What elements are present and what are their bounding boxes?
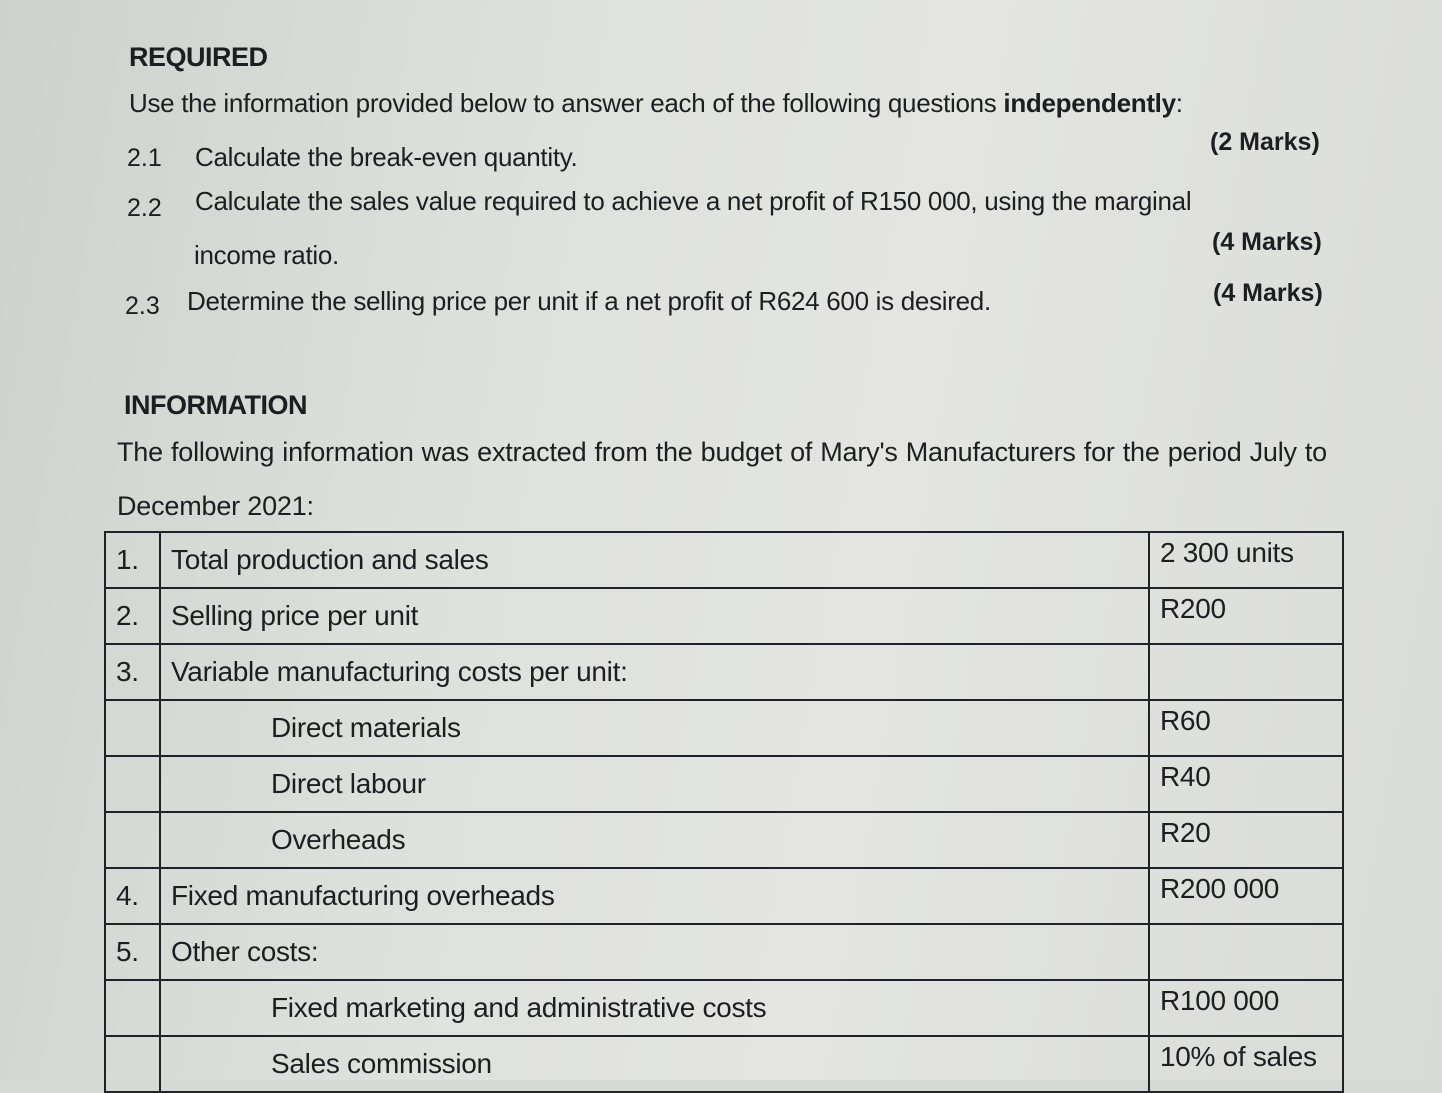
row-label: Fixed manufacturing overheads [160, 868, 1149, 924]
intro-bold: independently [1003, 88, 1176, 118]
question-marks: (4 Marks) [1213, 279, 1323, 307]
budget-information-table [104, 531, 1344, 1093]
row-number [105, 700, 160, 756]
row-number: 5. [105, 924, 160, 980]
row-label: Direct labour [160, 756, 1149, 812]
row-value: R200 000 [1149, 868, 1343, 924]
row-number: 3. [105, 644, 160, 700]
row-label: Total production and sales [160, 532, 1149, 588]
table-row [105, 756, 1343, 812]
intro-text: Use the information provided below to answer each of the following questions [129, 88, 1004, 118]
table-row [105, 644, 1343, 700]
intro-end: : [1175, 88, 1183, 118]
information-paragraph-line-1: The following information was extracted from the budget of Mary's Manufacturers for the period July to [117, 437, 1327, 467]
row-number: 4. [105, 868, 160, 924]
information-paragraph-line-2: December 2021: [117, 491, 314, 521]
table-row [105, 532, 1343, 588]
row-number [105, 812, 160, 868]
row-value: R200 [1149, 588, 1343, 644]
row-number [105, 1036, 160, 1092]
row-value: R40 [1149, 756, 1343, 812]
table-row [105, 868, 1343, 924]
question-number: 2.1 [127, 144, 162, 172]
question-text: Determine the selling price per unit if a net profit of R624 600 is desired. [187, 286, 991, 316]
row-number: 2. [105, 588, 160, 644]
required-intro [129, 88, 1183, 119]
table-row [105, 1036, 1343, 1092]
row-value: 10% of sales [1149, 1036, 1343, 1092]
row-label: Sales commission [160, 1036, 1149, 1092]
row-value [1149, 644, 1343, 700]
row-value [1149, 924, 1343, 980]
question-number: 2.2 [127, 194, 162, 222]
row-label: Direct materials [160, 700, 1149, 756]
row-label: Other costs: [160, 924, 1149, 980]
question-text: Calculate the sales value required to achieve a net profit of R150 000, using the marginal [195, 186, 1192, 216]
row-value: R100 000 [1149, 980, 1343, 1036]
row-number [105, 980, 160, 1036]
question-marks: (2 Marks) [1210, 128, 1320, 156]
required-heading: REQUIRED [129, 42, 268, 72]
row-value: 2 300 units [1149, 532, 1343, 588]
row-value: R20 [1149, 812, 1343, 868]
information-heading: INFORMATION [124, 390, 307, 420]
row-label: Selling price per unit [160, 588, 1149, 644]
table-row [105, 700, 1343, 756]
table-row [105, 588, 1343, 644]
question-marks: (4 Marks) [1212, 228, 1322, 256]
row-number: 1. [105, 532, 160, 588]
question-number: 2.3 [125, 292, 160, 320]
row-label: Overheads [160, 812, 1149, 868]
table-row [105, 924, 1343, 980]
row-number [105, 756, 160, 812]
row-value: R60 [1149, 700, 1343, 756]
row-label: Fixed marketing and administrative costs [160, 980, 1149, 1036]
table-row [105, 812, 1343, 868]
row-label: Variable manufacturing costs per unit: [160, 644, 1149, 700]
question-text-continued: income ratio. [194, 240, 339, 270]
table-row [105, 980, 1343, 1036]
question-text: Calculate the break-even quantity. [195, 142, 578, 172]
